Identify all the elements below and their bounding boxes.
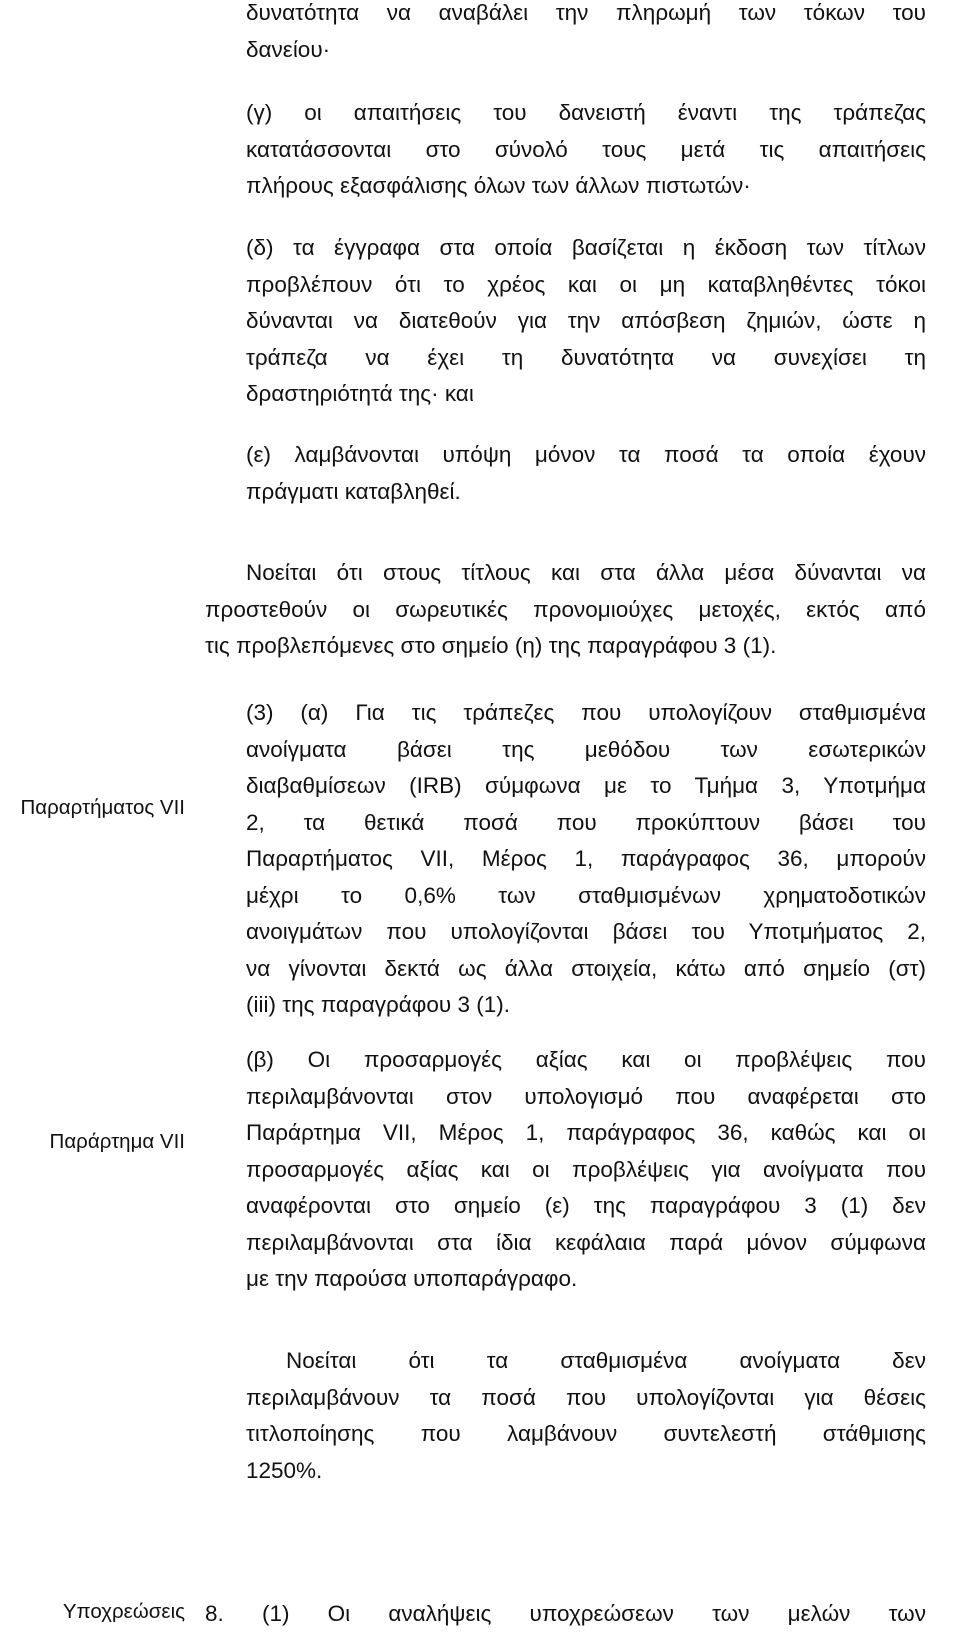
text-line: (β) Οι προσαρμογές αξίας και οι προβλέψεις που (246, 1047, 926, 1072)
text-line: (3) (α) Για τις τράπεζες που υπολογίζουν σταθμισμένα (246, 700, 926, 725)
text-line: δύνανται να διατεθούν για την απόσβεση ζημιών, ώστε η (246, 308, 926, 333)
text-line: πλήρους εξασφάλισης όλων των άλλων πιστωτών· (246, 173, 751, 198)
text-line: περιλαμβάνονται στα ίδια κεφάλαια παρά μόνον σύμφωνα (246, 1229, 926, 1255)
text-line: (ε) λαμβάνονται υπόψη μόνον τα ποσά τα οποία έχουν (246, 442, 926, 467)
text-line: προστεθούν οι σωρευτικές προνομιούχες μετοχές, εκτός από (205, 596, 926, 622)
text-line: 8. (1) Οι αναλήψεις υποχρεώσεων των μελών των (205, 1601, 926, 1626)
text-line: Νοείται ότι στους τίτλους και στα άλλα μέσα δύνανται να (246, 560, 926, 585)
text-line: 2, τα θετικά ποσά που προκύπτουν βάσει του (246, 809, 926, 835)
paragraph-item-e (246, 437, 926, 510)
text-line: Νοείται ότι τα σταθμισμένα ανοίγματα δεν (286, 1348, 926, 1373)
text-line: (δ) τα έγγραφα στα οποία βασίζεται η έκδοση των τίτλων (246, 235, 926, 260)
text-line: μέχρι το 0,6% των σταθμισμένων χρηματοδοτικών (246, 882, 926, 908)
paragraph-proviso-2 (246, 1343, 926, 1489)
paragraph-8 (205, 1596, 926, 1633)
text-line: πράγματι καταβληθεί. (246, 478, 461, 504)
text-line: προσαρμογές αξίας και οι προβλέψεις για ανοίγματα που (246, 1156, 926, 1182)
paragraph-item-d (246, 230, 926, 413)
text-line: Παράρτημα VII, Μέρος 1, παράγραφος 36, καθώς και οι (246, 1120, 926, 1145)
text-line: (iii) της παραγράφου 3 (1). (246, 992, 510, 1017)
text-line: ανοιγμάτων που υπολογίζονται βάσει του Υποτμήματος 2, (246, 919, 926, 944)
paragraph-item-c (246, 95, 926, 205)
text-line: τράπεζα να έχει τη δυνατότητα να συνεχίσει τη (246, 344, 926, 370)
text-line: αναφέρονται στο σημείο (ε) της παραγράφου 3 (1) δεν (246, 1193, 926, 1218)
text-line: περιλαμβάνονται στον υπολογισμό που αναφέρεται στο (246, 1083, 926, 1109)
paragraph-3b (246, 1042, 926, 1298)
text-line: να γίνονται δεκτά ως άλλα στοιχεία, κάτω από σημείο (στ) (246, 955, 926, 981)
margin-note-annex-vii-gen: Παραρτήματος VII (20, 796, 185, 819)
text-line: Παραρτήματος VII, Μέρος 1, παράγραφος 36, μπορούν (246, 846, 926, 871)
text-line: δυνατότητα να αναβάλει την πληρωμή των τόκων του (246, 0, 926, 25)
text-line: δανείου· (246, 36, 331, 62)
text-line: δραστηριότητά της· και (246, 381, 474, 406)
paragraph-continuation (246, 0, 926, 68)
text-line: κατατάσσονται στο σύνολό τους μετά τις απαιτήσεις (246, 136, 926, 162)
paragraph-proviso-1 (205, 555, 926, 665)
text-line: διαβαθμίσεων (IRB) σύμφωνα με το Τμήμα 3, Υποτμήμα (246, 773, 926, 798)
text-line: 1250%. (246, 1457, 323, 1483)
text-line: με την παρούσα υποπαράγραφο. (246, 1266, 578, 1291)
text-line: τιτλοποίησης που λαμβάνουν συντελεστή στάθμισης (246, 1421, 926, 1446)
margin-note-annex-vii: Παράρτημα VII (49, 1130, 185, 1153)
text-line: ανοίγματα βάσει της μεθόδου των εσωτερικών (246, 736, 926, 762)
text-line: περιλαμβάνουν τα ποσά που υπολογίζονται για θέσεις (246, 1384, 926, 1410)
text-line: προβλέπουν ότι το χρέος και οι μη καταβληθέντες τόκοι (246, 271, 926, 297)
paragraph-3a (246, 695, 926, 1024)
margin-note-obligations: Υποχρεώσεις (62, 1600, 185, 1623)
text-line: τις προβλεπόμενες στο σημείο (η) της παραγράφου 3 (1). (205, 633, 777, 658)
text-line: (γ) οι απαιτήσεις του δανειστή έναντι της τράπεζας (246, 100, 926, 125)
